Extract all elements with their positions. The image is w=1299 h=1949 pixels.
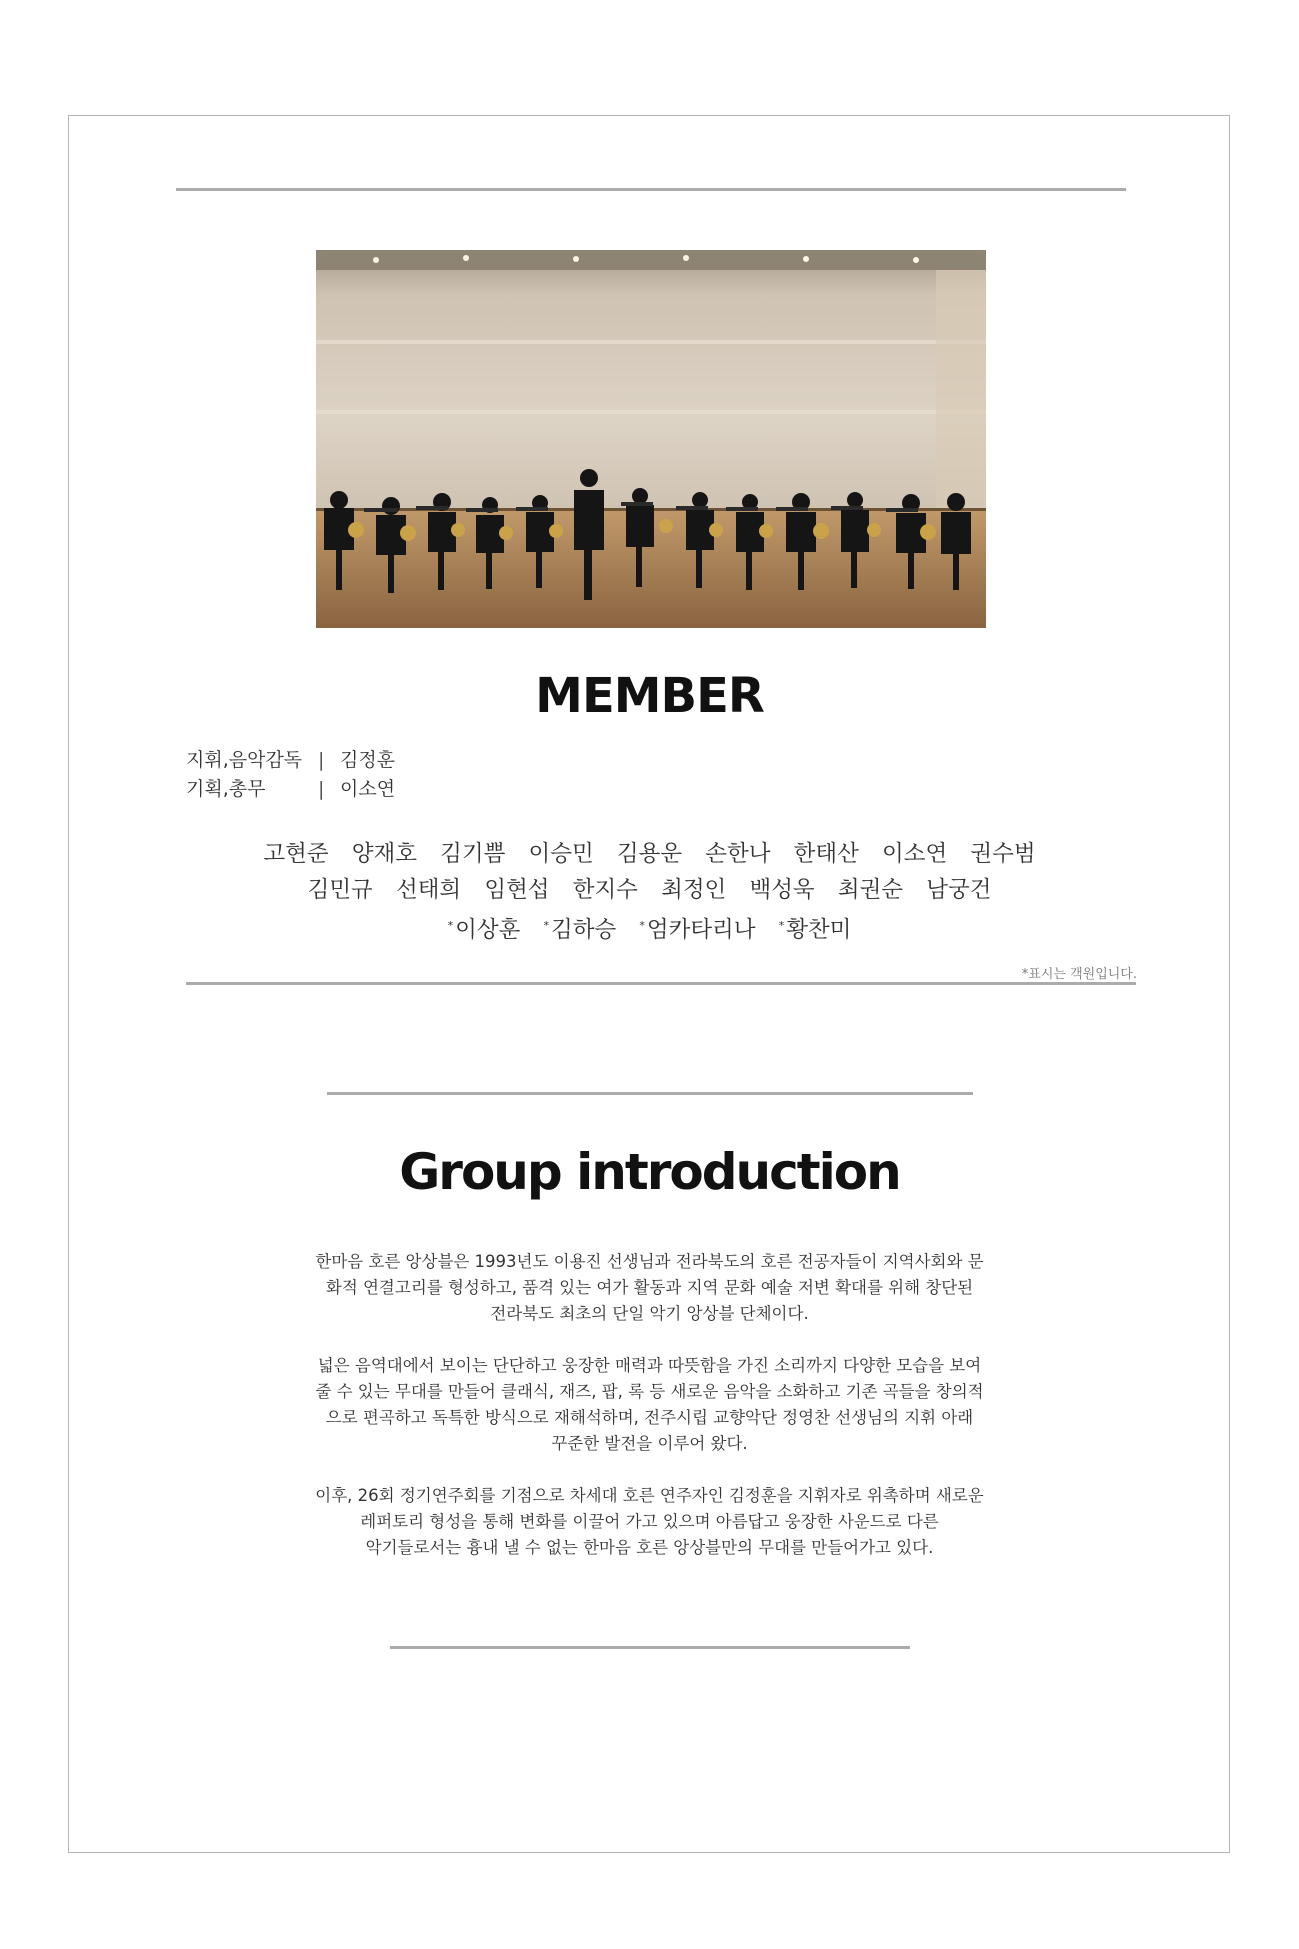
guest-row bbox=[0, 908, 1299, 948]
paragraph-line: 이후, 26회 정기연주회를 기점으로 차세대 호른 연주자인 김정훈을 지휘자로 위촉하며 새로운 bbox=[315, 1486, 984, 1505]
member-name: 임현섭 bbox=[484, 877, 550, 903]
member-name: 한지수 bbox=[572, 877, 638, 903]
paragraph-line: 전라북도 최초의 단일 악기 앙상블 단체이다. bbox=[490, 1304, 809, 1323]
member-name: 김기쁨 bbox=[440, 841, 506, 867]
member-name: 고현준 bbox=[263, 841, 329, 867]
member-name: 백성욱 bbox=[749, 877, 815, 903]
guest-marker: * bbox=[778, 919, 785, 932]
paragraph-line: 화적 연결고리를 형성하고, 품격 있는 여가 활동과 지역 문화 예술 저변 확대를 위해 창단된 bbox=[325, 1278, 974, 1297]
member-name: 권수범 bbox=[970, 841, 1036, 867]
intro-paragraph-3 bbox=[0, 1483, 1299, 1561]
guest-marker: * bbox=[639, 919, 645, 932]
member-name: 최정인 bbox=[661, 877, 727, 903]
intro-paragraph-1 bbox=[0, 1249, 1299, 1327]
paragraph-line: 악기들로서는 흉내 낼 수 없는 한마음 호른 앙상블만의 무대를 만들어가고 있다. bbox=[365, 1538, 934, 1557]
guest-member bbox=[448, 908, 521, 948]
paragraph-line: 레퍼토리 형성을 통해 변화를 이끌어 가고 있으며 아름답고 웅장한 사운드로 다른 bbox=[360, 1512, 939, 1531]
member-name: 이승민 bbox=[528, 841, 594, 867]
member-list bbox=[0, 836, 1299, 948]
member-name: 남궁건 bbox=[926, 877, 992, 903]
paragraph-line: 한마음 호른 앙상블은 1993년도 이용진 선생님과 전라북도의 호른 전공자들이 지역사회와 문 bbox=[315, 1252, 984, 1271]
member-row bbox=[0, 872, 1299, 908]
guest-marker: * bbox=[447, 919, 454, 932]
intro-paragraph-2 bbox=[0, 1353, 1299, 1457]
member-name: 이소연 bbox=[882, 841, 948, 867]
member-name: 손한나 bbox=[705, 841, 771, 867]
concert-photo bbox=[316, 250, 986, 628]
paragraph-line: 줄 수 있는 무대를 만들어 클래식, 재즈, 팝, 록 등 새로운 음악을 소화하고 기존 곡들을 창의적 bbox=[315, 1382, 984, 1401]
paragraph-line: 으로 편곡하고 독특한 방식으로 재해석하며, 전주시립 교향악단 정영찬 선생님의 지휘 아래 bbox=[325, 1408, 974, 1427]
staff-separator: | bbox=[318, 749, 325, 771]
member-name: 한태산 bbox=[793, 841, 859, 867]
member-name: 황찬미 bbox=[786, 917, 852, 943]
member-row bbox=[0, 836, 1299, 872]
guest-member bbox=[543, 908, 616, 948]
member-title: MEMBER bbox=[535, 668, 764, 724]
member-name: 김용운 bbox=[616, 841, 683, 867]
member-name: 김하승 bbox=[550, 917, 617, 943]
member-name: 양재호 bbox=[351, 841, 417, 867]
guest-marker: * bbox=[543, 919, 549, 932]
guest-note: *표시는 객원입니다. bbox=[1021, 967, 1137, 982]
member-name: 선태희 bbox=[395, 877, 462, 903]
member-name: 엄카타리나 bbox=[646, 917, 756, 943]
intro-title: Group introduction bbox=[399, 1143, 900, 1201]
paragraph-line: 꾸준한 발전을 이루어 왔다. bbox=[551, 1434, 748, 1453]
member-bottom-divider bbox=[186, 982, 1136, 985]
staff-name: 김정훈 bbox=[340, 749, 396, 771]
staff-role: 기획,총무 bbox=[186, 778, 266, 800]
staff-row bbox=[186, 745, 395, 772]
intro-bottom-divider bbox=[390, 1646, 910, 1649]
member-name: 김민규 bbox=[307, 877, 373, 903]
staff-row bbox=[186, 774, 395, 801]
paragraph-line: 넓은 음역대에서 보이는 단단하고 웅장한 매력과 따뜻함을 가진 소리까지 다양한 모습을 보여 bbox=[317, 1356, 982, 1375]
staff-role: 지휘,음악감독 bbox=[186, 749, 303, 771]
guest-member bbox=[779, 908, 852, 948]
staff-separator: | bbox=[318, 778, 325, 800]
staff-name: 이소연 bbox=[340, 778, 396, 800]
member-name: 최권순 bbox=[837, 877, 904, 903]
member-name: 이상훈 bbox=[455, 917, 521, 943]
guest-member bbox=[639, 908, 755, 948]
intro-top-divider bbox=[327, 1092, 973, 1095]
top-divider bbox=[176, 188, 1126, 191]
